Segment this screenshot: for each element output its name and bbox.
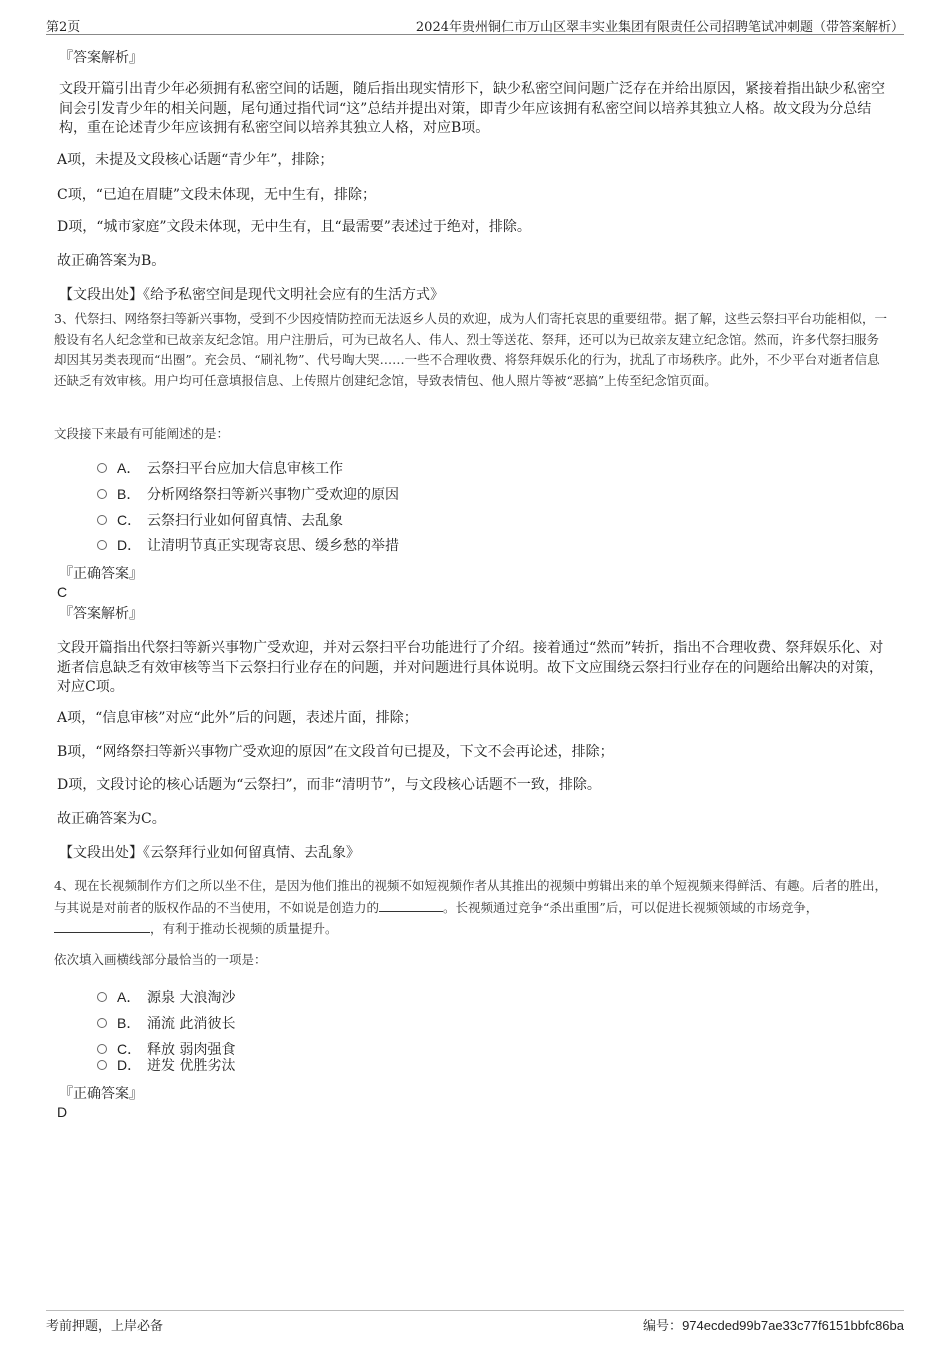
q3-option-d[interactable]: D． 让清明节真正实现寄哀思、缓乡愁的举措 xyxy=(97,535,399,555)
page-number: 第2页 xyxy=(46,20,81,35)
analysis-line-a: A项，未提及文段核心话题“青少年”，排除； xyxy=(57,152,334,168)
q3-option-c[interactable]: C． 云祭扫行业如何留真情、去乱象 xyxy=(97,510,343,530)
footer-code: 编号：974ecded99b7ae33c77f6151bbfc86ba xyxy=(643,1318,904,1334)
q3-analysis-label: 『答案解析』 xyxy=(59,606,143,622)
radio-icon[interactable] xyxy=(97,992,107,1002)
radio-icon[interactable] xyxy=(97,515,107,525)
q4-option-d[interactable]: D． 迸发 优胜劣汰 xyxy=(97,1055,235,1075)
page-footer xyxy=(46,1310,904,1335)
q3-answer: C xyxy=(57,584,68,600)
analysis-conclusion: 故正确答案为B。 xyxy=(57,253,166,269)
radio-icon[interactable] xyxy=(97,1044,107,1054)
radio-icon[interactable] xyxy=(97,1018,107,1028)
blank-line-2[interactable] xyxy=(54,918,150,933)
radio-icon[interactable] xyxy=(97,489,107,499)
source-citation: 【文段出处】《给予私密空间是现代文明社会应有的生活方式》 xyxy=(59,287,444,303)
analysis-line-c: C项，“已迫在眉睫”文段未体现，无中生有，排除； xyxy=(57,187,377,203)
q4-answer-label: 『正确答案』 xyxy=(59,1086,143,1102)
analysis-paragraph: 文段开篇引出青少年必须拥有私密空间的话题，随后指出现实情形下，缺少私密空间问题广泛存在并给出原因，紧接着指出缺少私密空间会引发青少年的相关问题，尾句通过指代词“这”总结并提出对策，即青少年应该拥有私密空间以培养其独立人格。故文段为分总结构，重在论述青少年应该拥有私密空间以培养其独立人格，对应B项。 xyxy=(59,81,885,136)
radio-icon[interactable] xyxy=(97,540,107,550)
q4-option-b[interactable]: B． 涌流 此消彼长 xyxy=(97,1013,235,1033)
question-3-text: 3、代祭扫、网络祭扫等新兴事物，受到不少因疫情防控而无法返乡人员的欢迎，成为人们寄托哀思的重要纽带。据了解，这些云祭扫平台功能相似，一般设有名人纪念堂和已故亲友纪念馆。用户注册后，可为已故名人、伟人、烈士等送花、祭拜，还可以为已故亲友建立纪念馆。然而，许多代祭扫服务却因其另类表现而“出圈”。充会员、“刷礼物”、代号啕大哭……一些不合理收费、将祭拜娱乐化的行为，扰乱了市场秩序。此外，不少平台对逝者信息还缺乏有效审核。用户均可任意填报信息、上传照片创建纪念馆，导致表情包、他人照片等被“恶搞”上传至纪念馆页面。 xyxy=(54,311,887,388)
radio-icon[interactable] xyxy=(97,463,107,473)
q4-answer: D xyxy=(57,1104,68,1120)
radio-icon[interactable] xyxy=(97,1060,107,1070)
question-4-text: 4、现在长视频制作方们之所以坐不住，是因为他们推出的视频不如短视频作者从其推出的视频中剪辑出来的单个短视频来得鲜活、有趣。后者的胜出，与其说是对前者的版权作品的不当使用，不如说是创造力的 。长视频通过竞争“杀出重围”后，可以促进长视频领域的市场竞争，，有利于推动长视频的质量提升。 xyxy=(54,878,887,936)
q3-option-a[interactable]: A． 云祭扫平台应加大信息审核工作 xyxy=(97,458,343,478)
question-3-prompt: 文段接下来最有可能阐述的是： xyxy=(54,426,230,441)
q4-option-c[interactable]: C． 释放 弱肉强食 xyxy=(97,1039,235,1059)
question-4-prompt: 依次填入画横线部分最恰当的一项是： xyxy=(54,952,267,967)
footer-slogan: 考前押题，上岸必备 xyxy=(46,1319,164,1334)
analysis-line-d: D项，“城市家庭”文段未体现，无中生有，且“最需要”表述过于绝对，排除。 xyxy=(57,219,531,235)
page-header xyxy=(46,14,904,35)
q4-option-a[interactable]: A． 源泉 大浪淘沙 xyxy=(97,987,235,1007)
q3-analysis-conclusion: 故正确答案为C。 xyxy=(57,811,166,827)
blank-line-1[interactable] xyxy=(379,897,443,912)
analysis-label: 『答案解析』 xyxy=(59,50,143,66)
q3-analysis-line-b: B项，“网络祭扫等新兴事物广受欢迎的原因”在文段首句已提及，下文不会再论述，排除； xyxy=(57,744,614,760)
q3-analysis-line-a: A项，“信息审核”对应“此外”后的问题，表述片面，排除； xyxy=(57,710,418,726)
q3-source-citation: 【文段出处】《云祭拜行业如何留真情、去乱象》 xyxy=(59,845,360,861)
document-title: 2024年贵州铜仁市万山区翠丰实业集团有限责任公司招聘笔试冲刺题（带答案解析） xyxy=(415,20,904,35)
q3-analysis-line-d: D项，文段讨论的核心话题为“云祭扫”，而非“清明节”，与文段核心话题不一致，排除。 xyxy=(57,777,601,793)
q3-answer-label: 『正确答案』 xyxy=(59,566,143,582)
q3-option-b[interactable]: B． 分析网络祭扫等新兴事物广受欢迎的原因 xyxy=(97,484,399,504)
q3-analysis-paragraph: 文段开篇指出代祭扫等新兴事物广受欢迎，并对云祭扫平台功能进行了介绍。接着通过“然而”转折，指出不合理收费、祭拜娱乐化、对逝者信息缺乏有效审核等当下云祭扫行业存在的问题，并对问题进行具体说明。故下文应围绕云祭扫行业存在的问题给出解决的对策，对应C项。 xyxy=(57,640,884,695)
